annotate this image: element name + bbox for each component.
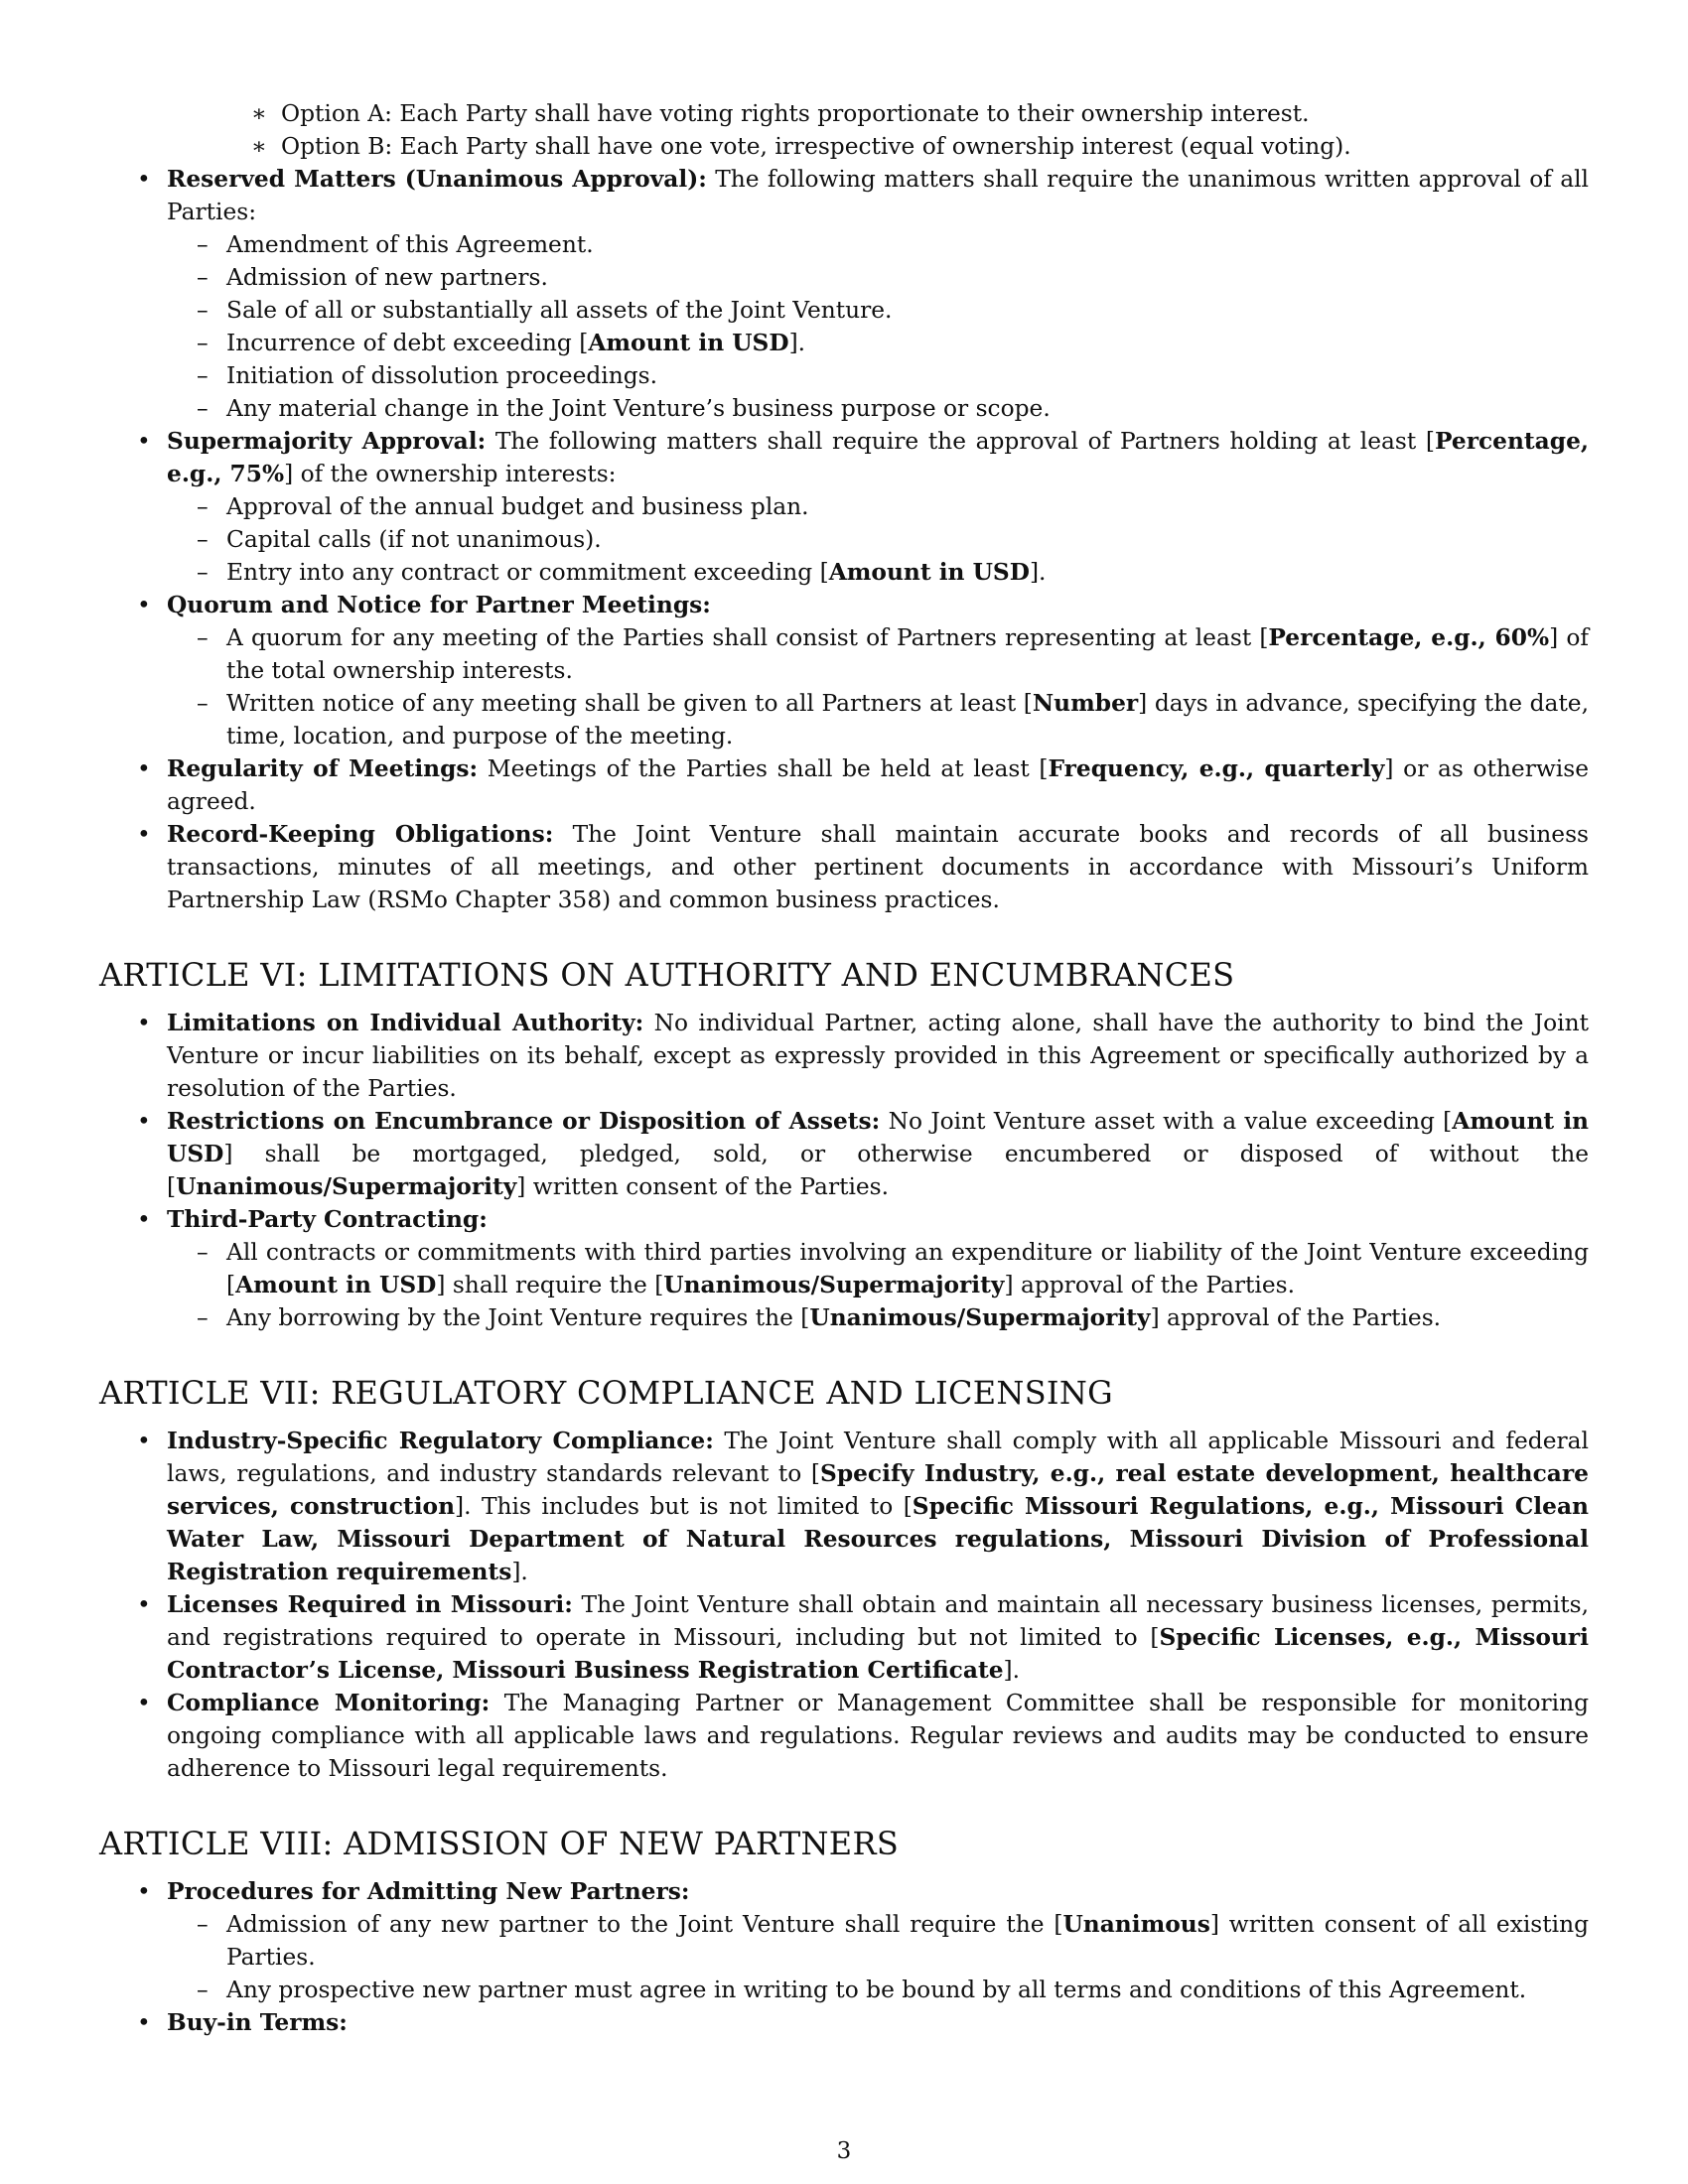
third-party-item: • Third-Party Contracting: <box>99 1203 1589 1236</box>
buy-in-terms-item: • Buy-in Terms: <box>99 2006 1589 2039</box>
compliance-monitoring-item: • Compliance Monitoring: The Managing Partner or Management Committee shall be responsible for monitoring ongoing compliance with all applicable laws and regulations. Regular reviews and audits may be conducted to ensure adherence to Missouri legal requirements. <box>99 1687 1589 1785</box>
industry-compliance-item: • Industry-Specific Regulatory Compliance: The Joint Venture shall comply with all applicable Missouri and federal laws, regulations, and industry standards relevant to [Specify Industry, e.g., real estate development, healthcare services, construction]. This includes but is not limited to [Specific Missouri Regulations, e.g., Missouri Clean Water Law, Missouri Department of Natural Resources regulations, Missouri Division of Professional Registration requirements]. <box>99 1425 1589 1588</box>
list-item: – Approval of the annual budget and business plan. <box>99 490 1589 523</box>
voting-option-b: ∗ Option B: Each Party shall have one vote, irrespective of ownership interest (equal voting). <box>99 130 1589 163</box>
document-page <box>99 97 1589 2039</box>
list-item: – Admission of new partners. <box>99 261 1589 294</box>
article-7-heading: ARTICLE VII: REGULATORY COMPLIANCE AND LICENSING <box>99 1374 1114 1412</box>
list-item: – Capital calls (if not unanimous). <box>99 523 1589 556</box>
list-item: – Amendment of this Agreement. <box>99 228 1589 261</box>
list-item: – Any borrowing by the Joint Venture requires the [Unanimous/Supermajority] approval of the Parties. <box>99 1301 1589 1334</box>
record-keeping-item: • Record-Keeping Obligations: The Joint Venture shall maintain accurate books and records of all business transactions, minutes of all meetings, and other pertinent documents in accordance with Missouri’s Uniform Partnership Law (RSMo Chapter 358) and common business practices. <box>99 818 1589 916</box>
list-item: – Any prospective new partner must agree in writing to be bound by all terms and conditions of this Agreement. <box>99 1974 1589 2006</box>
list-item: – Written notice of any meeting shall be given to all Partners at least [Number] days in advance, specifying the date, time, location, and purpose of the meeting. <box>99 687 1589 752</box>
voting-option-a: ∗ Option A: Each Party shall have voting rights proportionate to their ownership interest. <box>99 97 1589 130</box>
page-number: 3 <box>836 2138 852 2164</box>
licenses-item: • Licenses Required in Missouri: The Joint Venture shall obtain and maintain all necessary business licenses, permits, and registrations required to operate in Missouri, including but not limited to [Specific Licenses, e.g., Missouri Contractor’s License, Missouri Business Registration Certificate]. <box>99 1588 1589 1687</box>
reserved-matters-item: • Reserved Matters (Unanimous Approval): The following matters shall require the unanimous written approval of all Parties: <box>99 163 1589 228</box>
admission-procedures-item: • Procedures for Admitting New Partners: <box>99 1875 1589 1908</box>
encumbrance-item: • Restrictions on Encumbrance or Disposition of Assets: No Joint Venture asset with a value exceeding [Amount in USD] shall be mortgaged, pledged, sold, or otherwise encumbered or disposed of without the [Unanimous/Supermajority] written consent of the Parties. <box>99 1105 1589 1203</box>
supermajority-item: • Supermajority Approval: The following matters shall require the approval of Partners holding at least [Percentage, e.g., 75%] of the ownership interests: <box>99 425 1589 490</box>
list-item: – All contracts or commitments with third parties involving an expenditure or liability of the Joint Venture exceeding [Amount in USD] shall require the [Unanimous/Supermajority] approval of the Parties. <box>99 1236 1589 1301</box>
list-item: – Sale of all or substantially all assets of the Joint Venture. <box>99 294 1589 327</box>
individual-authority-item: • Limitations on Individual Authority: No individual Partner, acting alone, shall have the authority to bind the Joint Venture or incur liabilities on its behalf, except as expressly provided in this Agreement or specifically authorized by a resolution of the Parties. <box>99 1007 1589 1105</box>
list-item: – Incurrence of debt exceeding [Amount in USD]. <box>99 327 1589 359</box>
list-item: – Admission of any new partner to the Joint Venture shall require the [Unanimous] written consent of all existing Parties. <box>99 1908 1589 1974</box>
article-6-heading: ARTICLE VI: LIMITATIONS ON AUTHORITY AND ENCUMBRANCES <box>99 956 1235 994</box>
article-8-heading: ARTICLE VIII: ADMISSION OF NEW PARTNERS <box>99 1825 900 1862</box>
regularity-item: • Regularity of Meetings: Meetings of the Parties shall be held at least [Frequency, e.g., quarterly] or as otherwise agreed. <box>99 752 1589 818</box>
list-item: – A quorum for any meeting of the Parties shall consist of Partners representing at least [Percentage, e.g., 60%] of the total ownership interests. <box>99 621 1589 687</box>
list-item: – Entry into any contract or commitment exceeding [Amount in USD]. <box>99 556 1589 589</box>
quorum-item: • Quorum and Notice for Partner Meetings: <box>99 589 1589 621</box>
list-item: – Any material change in the Joint Venture’s business purpose or scope. <box>99 392 1589 425</box>
list-item: – Initiation of dissolution proceedings. <box>99 359 1589 392</box>
